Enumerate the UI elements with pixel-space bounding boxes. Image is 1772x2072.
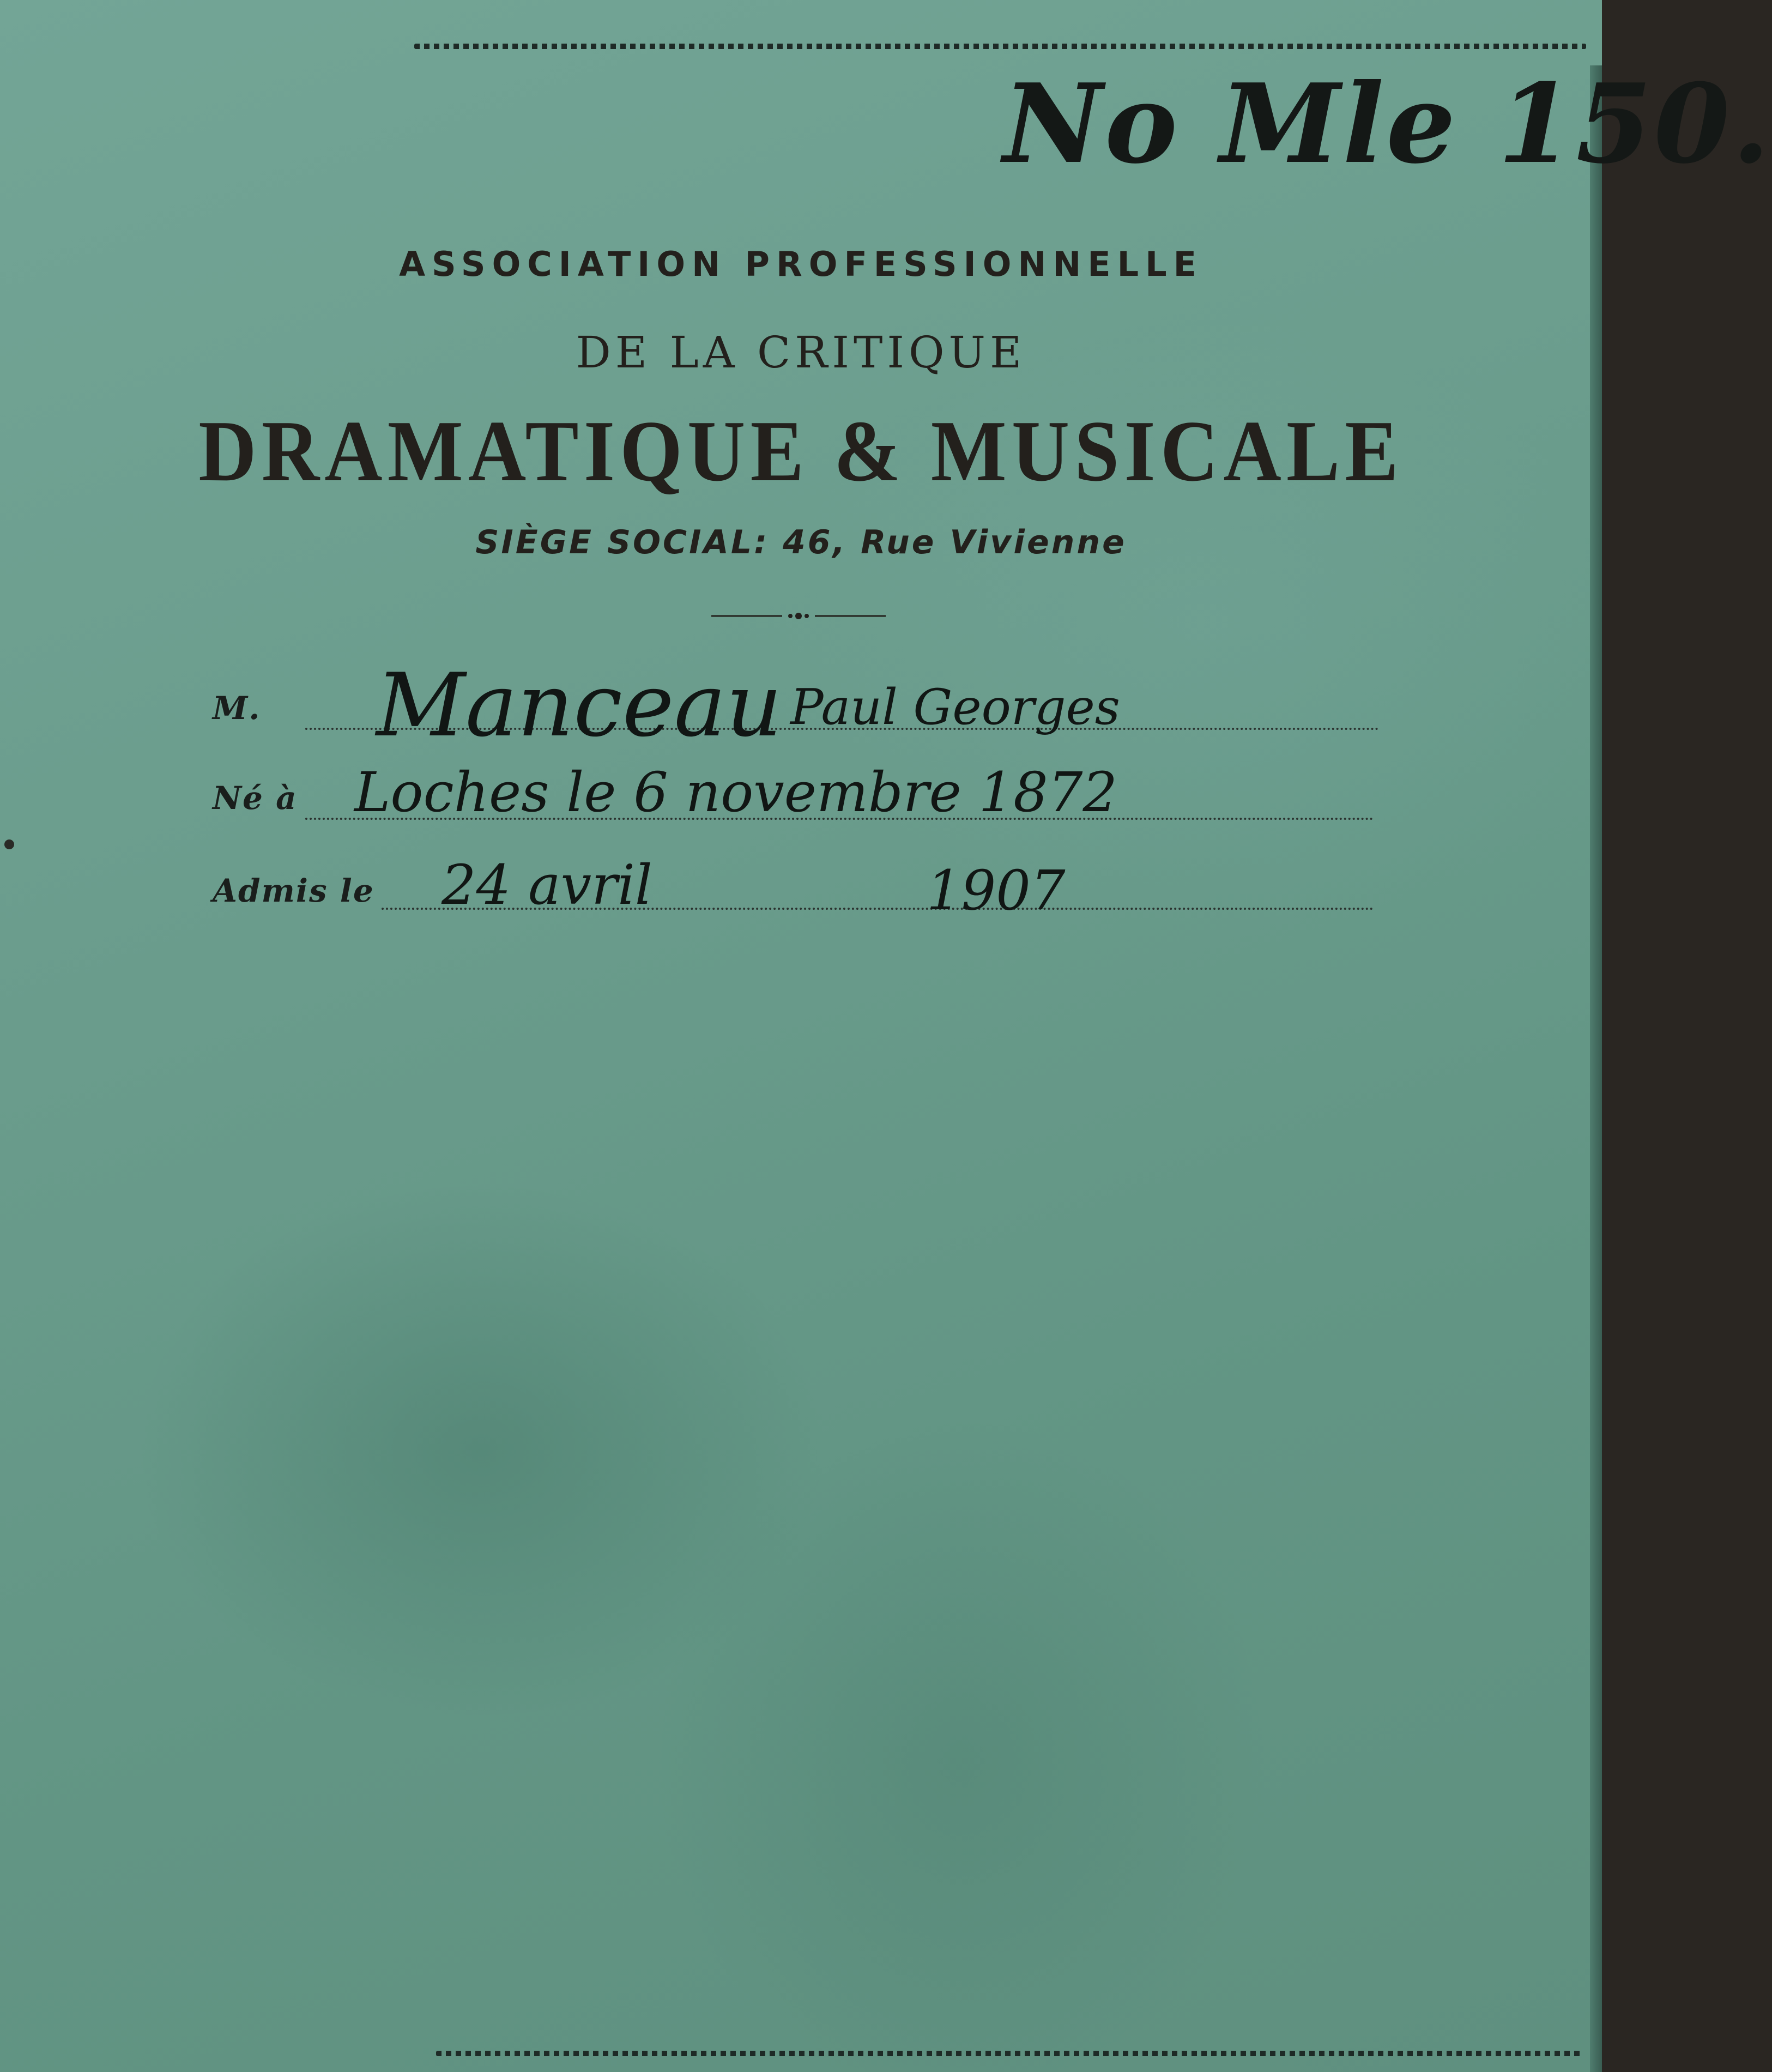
handwritten-admitted-year: 1907 — [927, 859, 1066, 922]
top-stitching — [414, 44, 1586, 49]
admitted-label: Admis le — [213, 872, 374, 909]
punch-hole — [4, 839, 14, 849]
handwritten-surname: Manceau — [376, 654, 782, 756]
bottom-stitching — [436, 2051, 1581, 2056]
birth-label: Né à — [213, 780, 298, 817]
association-title: ASSOCIATION PROFESSIONNELLE — [399, 244, 1203, 284]
divider-ornament — [711, 611, 886, 621]
handwritten-admitted-date: 24 avril — [442, 853, 652, 917]
name-label: M. — [213, 690, 261, 727]
handwritten-birth: Loches le 6 novembre 1872 — [354, 760, 1118, 824]
association-name: DRAMATIQUE & MUSICALE — [198, 402, 1404, 499]
headquarters-address: SIÈGE SOCIAL: 46, Rue Vivienne — [475, 523, 1127, 561]
association-subtitle: DE LA CRITIQUE — [576, 327, 1026, 378]
folio-number: No Mle 150. — [1003, 60, 1772, 188]
handwritten-given-names: Paul Georges — [790, 679, 1120, 736]
